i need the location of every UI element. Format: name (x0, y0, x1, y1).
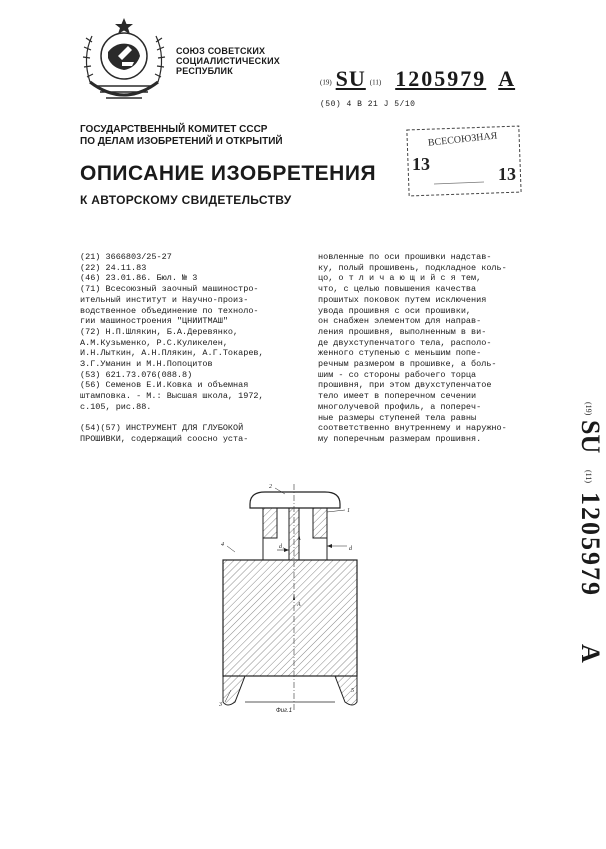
biblio-line: (22) 24.11.83 (80, 262, 147, 273)
label-section-a-1: A (297, 602, 301, 608)
label-part-4: 4 (221, 542, 224, 548)
abstract-text (318, 252, 550, 445)
biblio-line: (21) 3666803/25-27 (80, 252, 172, 262)
abstract-line: женного ступенью с меньшим попе- (318, 348, 482, 359)
code-11: (11) (369, 78, 382, 87)
abstract-line: он снабжен элементом для направ- (318, 316, 482, 327)
code-19: (19) (320, 78, 332, 87)
figure-caption: Фиг.1 (276, 708, 293, 714)
biblio-line: гии машиностроения "ЦНИИТМАШ" (80, 316, 228, 327)
label-part-1: 1 (347, 508, 350, 514)
vertical-code-19: (19) (584, 402, 593, 416)
country-code: SU (335, 66, 366, 91)
label-part-5: 5 (351, 688, 354, 694)
kind-code: A (498, 66, 516, 91)
vertical-number: 1205979 (576, 492, 605, 597)
biblio-line: (46) 23.01.86. Бюл. № 3 (80, 273, 198, 284)
biblio-line: штамповка. - М.: Высшая школа, 1972, (80, 391, 264, 402)
org-line-1: СОЮЗ СОВЕТСКИХ (176, 46, 266, 56)
biblio-line: ПРОШИВКИ, содержащий соосно уста- (80, 433, 249, 444)
stamp-text: ВСЕСОЮЗНАЯ (427, 130, 498, 149)
biblio-line: (71) Всесоюзный заочный машиностро- (80, 284, 259, 295)
guide-step-right (313, 508, 327, 538)
committee-name (80, 124, 283, 148)
document-title: ОПИСАНИЕ ИЗОБРЕТЕНИЯ (80, 162, 377, 185)
ring-left (223, 676, 245, 705)
bibliographic-data (80, 252, 320, 445)
abstract-line: речным размером в прошивке, а боль- (318, 359, 497, 370)
biblio-line: водственное объединение по техноло- (80, 305, 259, 316)
label-dim-d1: d₁ (279, 544, 285, 550)
committee-line-2: ПО ДЕЛАМ ИЗОБРЕТЕНИЙ И ОТКРЫТИЙ (80, 136, 283, 147)
abstract-line: му поперечным размерам прошивня. (318, 433, 482, 444)
abstract-line: многолучевой профиль, а попереч- (318, 401, 482, 412)
abstract-line: соответственно внутреннему и наружно- (318, 423, 507, 434)
abstract-line: цо, о т л и ч а ю щ и й с я тем, (318, 273, 482, 284)
abstract-line: ления прошивня, выполненным в ви- (318, 326, 487, 337)
abstract-line: увода прошивня с оси прошивки, (318, 305, 472, 316)
publication-number (320, 66, 515, 92)
abstract-line: что, с целью повышения качества (318, 284, 477, 295)
biblio-line: (56) Семенов Е.И.Ковка и объемная (80, 380, 249, 391)
ipc-classification: (50) 4 B 21 J 5/10 (320, 100, 416, 109)
vertical-kind: A (576, 644, 605, 663)
workpiece-block (223, 560, 357, 676)
vertical-patent-number (556, 402, 605, 672)
committee-line-1: ГОСУДАРСТВЕННЫЙ КОМИТЕТ СССР (80, 124, 268, 135)
biblio-line: (54)(57) ИНСТРУМЕНТ ДЛЯ ГЛУБОКОЙ (80, 423, 244, 434)
biblio-line: И.Н.Лыткин, А.Н.Плякин, А.Г.Токарев, (80, 348, 264, 359)
biblio-line (80, 413, 320, 424)
library-stamp (404, 124, 528, 200)
document-subtitle: К АВТОРСКОМУ СВИДЕТЕЛЬСТВУ (80, 193, 292, 207)
abstract-line: ные размеры ступеней тела равны (318, 412, 477, 423)
vertical-code-11: (11) (584, 470, 593, 484)
vertical-country: SU (576, 420, 605, 454)
biblio-line: З.Г.Уманин и М.Н.Попоцитов (80, 359, 213, 370)
abstract-line: новленные по оси прошивки надстав- (318, 252, 492, 262)
state-name (176, 46, 280, 76)
biblio-line: с.105, рис.88. (80, 401, 152, 412)
guide-step-left (263, 508, 277, 538)
abstract-line: шим - со стороны рабочего торца (318, 369, 477, 380)
biblio-line: А.М.Кузьменко, Р.С.Куликелен, (80, 337, 228, 348)
abstract-line: тело имеет в поперечном сечении (318, 391, 477, 402)
label-dim-d: d (349, 546, 352, 552)
biblio-line: (53) 621.73.076(088.8) (80, 369, 193, 380)
biblio-line: (72) Н.П.Шлякин, Б.А.Деревянко, (80, 326, 239, 337)
label-part-2: 2 (269, 484, 272, 490)
label-part-3: 3 (219, 702, 222, 708)
state-emblem-icon (78, 12, 170, 110)
stamp-number-left: 13 (412, 154, 430, 174)
technical-drawing (215, 480, 365, 720)
patent-number: 1205979 (395, 66, 487, 91)
cap-part (250, 492, 340, 508)
abstract-line: прошивня, при этом двухступенчатое (318, 380, 492, 391)
stamp-number-right: 13 (498, 164, 516, 184)
biblio-line: ительный институт и Научно-произ- (80, 294, 249, 305)
org-line-2: СОЦИАЛИСТИЧЕСКИХ (176, 56, 280, 66)
org-line-3: РЕСПУБЛИК (176, 66, 233, 76)
abstract-line: ку, полый прошивень, подкладное коль- (318, 262, 507, 273)
abstract-line: де двухступенчатого тела, располо- (318, 337, 492, 348)
abstract-line: прошитых поковок путем исключения (318, 294, 487, 305)
label-section-a-2: A (297, 536, 301, 542)
